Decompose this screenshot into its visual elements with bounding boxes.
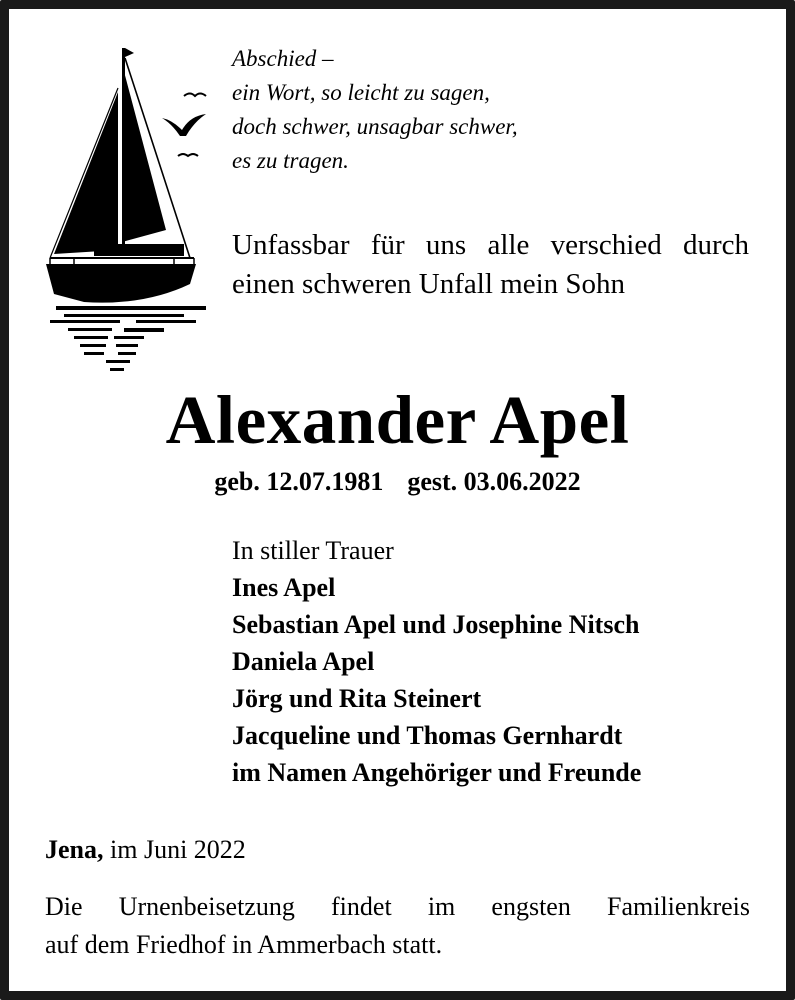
- mourner-name: Daniela Apel: [232, 647, 375, 676]
- mourner-name: im Namen Angehöriger und Freunde: [232, 758, 642, 787]
- poem-line: ein Wort, so leicht zu sagen,: [232, 80, 490, 105]
- place-city: Jena,: [45, 835, 104, 864]
- birth-date: geb. 12.07.1981: [214, 467, 384, 496]
- deceased-name: Alexander Apel: [165, 382, 630, 458]
- farewell-poem: [232, 42, 518, 178]
- mourner-name: Jörg und Rita Steinert: [232, 684, 482, 713]
- death-date: gest. 03.06.2022: [407, 467, 581, 496]
- note-line: auf dem Friedhof in Ammerbach statt.: [45, 930, 443, 959]
- mourning-phrase: In stiller Trauer: [232, 536, 394, 565]
- poem-line: doch schwer, unsagbar schwer,: [232, 114, 518, 139]
- mourner-name: Sebastian Apel und Josephine Nitsch: [232, 610, 640, 639]
- announcement-intro: [232, 226, 749, 304]
- burial-note: [45, 888, 750, 964]
- place-date: im Juni 2022: [110, 835, 246, 864]
- mourner-name: Jacqueline und Thomas Gernhardt: [232, 721, 623, 750]
- place-and-date: [45, 832, 246, 868]
- life-dates: [0, 464, 795, 500]
- sailboat-with-gulls-icon: [44, 44, 214, 384]
- mourners-block: [232, 532, 641, 791]
- note-line: Die Urnenbeisetzung findet im engsten Familienkreis: [45, 892, 750, 921]
- mourner-name: Ines Apel: [232, 573, 336, 602]
- intro-line: einen schweren Unfall mein Sohn: [232, 268, 626, 300]
- poem-line: Abschied –: [232, 46, 334, 71]
- poem-line: es zu tragen.: [232, 148, 349, 173]
- intro-line: Unfassbar für uns alle verschied durch: [232, 229, 749, 261]
